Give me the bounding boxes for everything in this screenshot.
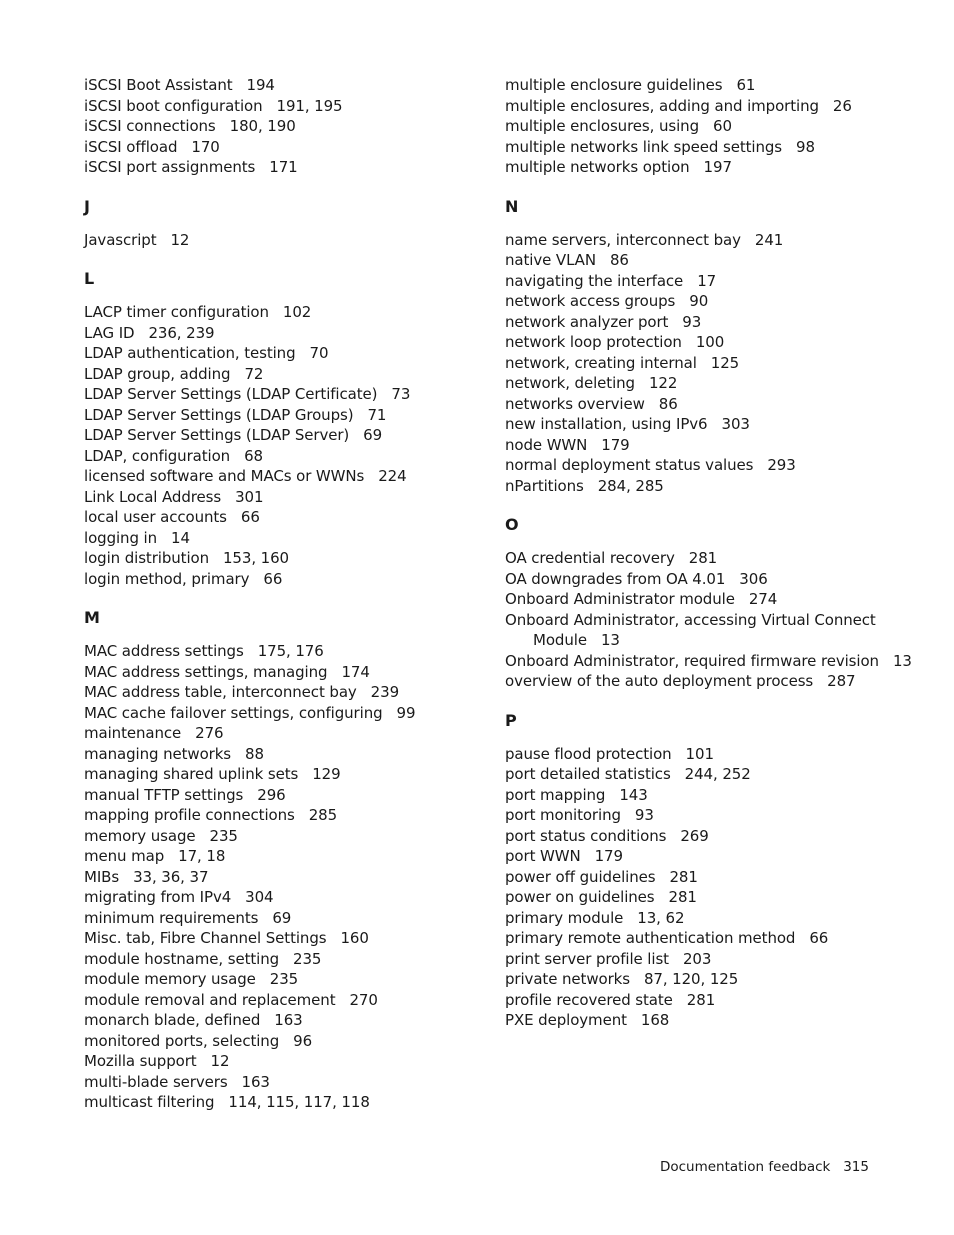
index-entry: port status conditions 269 [505,826,709,845]
index-entry: iSCSI port assignments 171 [84,158,298,176]
index-entry: port mapping 143 [505,785,648,804]
index-entry: login distribution 153, 160 [84,549,289,567]
index-entry: network access groups 90 [505,292,709,310]
index-entry: primary module 13, 62 [505,908,685,927]
index-entry: Misc. tab, Fibre Channel Settings 160 [84,929,369,947]
index-entry: LACP timer configuration 102 [84,303,312,321]
index-entry: multiple networks link speed settings 98 [505,137,815,156]
index-entry: multiple enclosure guidelines 61 [505,76,756,94]
index-entry: PXE deployment 168 [505,1011,670,1029]
index-section [505,75,925,178]
section-letter-heading: P [505,710,517,730]
index-entry: monitored ports, selecting 96 [84,1031,313,1050]
index-section [84,197,484,251]
index-entry: normal deployment status values 293 [505,456,796,474]
index-entry: multicast filtering 114, 115, 117, 118 [84,1093,370,1111]
index-entry: new installation, using IPv6 303 [505,415,750,433]
index-entry: port detailed statistics 244, 252 [505,765,751,783]
index-entry: LDAP Server Settings (LDAP Server) 69 [84,426,383,444]
index-entry: module memory usage 235 [84,970,299,988]
page-footer [660,1158,869,1176]
index-entry: memory usage 235 [84,826,238,845]
index-entry: network, deleting 122 [505,374,678,392]
index-entry: name servers, interconnect bay 241 [505,230,784,249]
index-entry: power on guidelines 281 [505,888,697,906]
index-entry: network analyzer port 93 [505,312,702,331]
index-entry: LAG ID 236, 239 [84,323,215,342]
index-entry: navigating the interface 17 [505,271,717,290]
index-entry: iSCSI offload 170 [84,137,220,156]
index-entry: MAC cache failover settings, configuring 99 [84,703,416,722]
index-entry: LDAP Server Settings (LDAP Groups) 71 [84,405,387,424]
section-letter-heading: O [505,515,519,534]
index-entry: MIBs 33, 36, 37 [84,867,209,886]
index-entry: monarch blade, defined 163 [84,1011,303,1029]
index-entry: managing networks 88 [84,744,264,763]
index-entry: module removal and replacement 270 [84,990,378,1009]
index-entry: native VLAN 86 [505,251,629,269]
index-entry: Javascript 12 [84,230,190,249]
index-entry: logging in 14 [84,528,190,547]
index-entry: OA credential recovery 281 [505,549,718,567]
index-entry: network loop protection 100 [505,333,725,351]
index-entry: Onboard Administrator, accessing Virtual Connect Module 13 [505,610,881,649]
index-entry: primary remote authentication method 66 [505,929,829,947]
index-section [84,269,484,589]
index-entry: multiple enclosures, using 60 [505,117,732,135]
index-entry: LDAP authentication, testing 70 [84,344,329,362]
section-letter-heading: M [84,608,100,627]
index-section [505,197,925,497]
page-number: 315 [843,1159,869,1175]
index-entry: print server profile list 203 [505,949,712,968]
index-entry: power off guidelines 281 [505,867,698,886]
index-entry: network, creating internal 125 [505,353,740,372]
footer-label: Documentation feedback [659,1159,831,1175]
index-entry: Onboard Administrator module 274 [505,590,778,608]
index-entry: managing shared uplink sets 129 [84,765,341,783]
index-section [505,515,925,692]
index-entry: private networks 87, 120, 125 [505,970,739,988]
index-entry: migrating from IPv4 304 [84,888,274,906]
index-column-left [84,75,484,1113]
index-entry: mapping profile connections 285 [84,806,338,824]
index-entry: iSCSI connections 180, 190 [84,117,296,135]
index-entry: Onboard Administrator, required firmware revision 13 [505,651,912,670]
index-entry: menu map 17, 18 [84,847,226,865]
index-entry: nPartitions 284, 285 [505,476,664,495]
index-entry: multiple networks option 197 [505,158,732,176]
index-entry: MAC address settings 175, 176 [84,642,324,660]
index-entry: module hostname, setting 235 [84,949,322,968]
index-entry: networks overview 86 [505,394,678,413]
index-section [84,608,484,1113]
section-letter-heading: L [84,269,95,288]
index-entry: Mozilla support 12 [84,1052,230,1070]
index-entry: LDAP Server Settings (LDAP Certificate) 73 [84,385,411,403]
index-section [505,711,925,1031]
index-entry: pause flood protection 101 [505,744,714,763]
index-entry: login method, primary 66 [84,569,283,588]
section-letter-heading: J [84,196,90,216]
index-entry: iSCSI Boot Assistant 194 [84,76,275,94]
index-column-right [505,75,925,1031]
index-entry: overview of the auto deployment process 287 [505,672,856,690]
index-entry: OA downgrades from OA 4.01 306 [505,569,768,588]
index-section [84,75,484,178]
index-entry: multiple enclosures, adding and importing 26 [505,96,852,115]
index-entry: manual TFTP settings 296 [84,785,286,804]
index-entry: minimum requirements 69 [84,908,292,927]
index-entry: multi-blade servers 163 [84,1072,270,1091]
index-entry: port monitoring 93 [505,806,654,824]
index-entry: MAC address settings, managing 174 [84,662,370,681]
index-entry: node WWN 179 [505,435,630,454]
index-entry: LDAP, configuration 68 [84,446,263,465]
index-entry: profile recovered state 281 [505,990,716,1009]
index-entry: licensed software and MACs or WWNs 224 [84,467,407,485]
index-entry: iSCSI boot configuration 191, 195 [84,96,343,115]
index-entry: port WWN 179 [505,847,623,865]
index-entry: maintenance 276 [84,724,224,742]
index-entry: Link Local Address 301 [84,487,264,506]
index-entry: MAC address table, interconnect bay 239 [84,683,400,701]
index-entry: local user accounts 66 [84,508,260,526]
section-letter-heading: N [505,196,519,216]
index-entry: LDAP group, adding 72 [84,364,264,383]
